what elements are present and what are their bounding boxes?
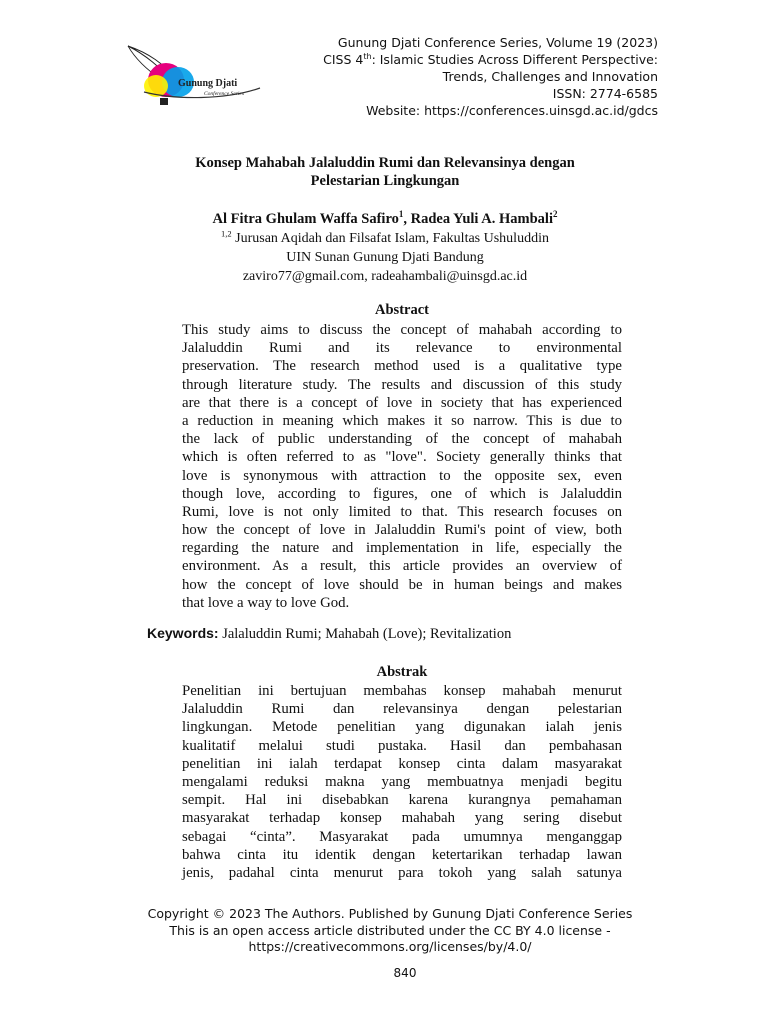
text-line: preservation. The research method used is a qualitative type xyxy=(182,358,622,375)
copyright-footer xyxy=(120,906,660,956)
text-line: masyarakat terhadap konsep mahabah yang sering disebut xyxy=(182,810,622,827)
text-line: through literature study. The results and discussion of this study xyxy=(182,376,622,393)
text-line: love is synonymous with attraction to the opposite sex, even xyxy=(182,467,622,484)
journal-header xyxy=(323,34,658,119)
text-line: jenis, padahal cinta menurut para tokoh yang salah satunya xyxy=(182,864,622,881)
text-line: environment. As a result, this article provides an overview of xyxy=(182,558,622,575)
text-line: Penelitian ini bertujuan membahas konsep mahabah menurut xyxy=(182,683,622,699)
text-line: how the concept of love should be in human beings and makes xyxy=(182,576,622,593)
header-issn: ISSN: 2774-6585 xyxy=(552,86,658,101)
text-line: a reduction in meaning which makes it so narrow. This is due to xyxy=(182,412,622,429)
page-number: 840 xyxy=(393,966,417,980)
text-line: penelitian ini ialah terdapat konsep cinta dalam masyarakat xyxy=(182,755,622,772)
text-line: though love, according to figures, one of which is Jalaluddin xyxy=(182,485,622,502)
keywords xyxy=(147,625,511,643)
header-conference: CISS 4th: Islamic Studies Across Different Perspective: xyxy=(323,51,658,67)
text-line: Jalaluddin Rumi and its relevance to environmental xyxy=(182,340,622,357)
affiliation-block xyxy=(140,229,630,286)
text-line: the lack of public understanding of the concept of mahabah xyxy=(182,431,622,448)
author-1: Al Fitra Ghulam Waffa Safiro xyxy=(212,211,399,227)
author-2: Radea Yuli A. Hambali xyxy=(410,211,553,227)
institution: UIN Sunan Gunung Djati Bandung xyxy=(286,250,484,265)
text-line: lingkungan. Metode penelitian yang digunakan ialah jenis xyxy=(182,719,622,736)
author-emails: zaviro77@gmail.com, radeahambali@uinsgd.ac.id xyxy=(242,269,528,284)
abstract-heading: Abstract xyxy=(375,302,429,318)
text-line: This study aims to discuss the concept of mahabah according to xyxy=(182,322,622,338)
text-line: mengalami reduksi makna yang membuatnya menjadi begitu xyxy=(182,773,622,790)
text-line: that love a way to love God. xyxy=(182,594,350,611)
text-line: are that there is a concept of love in society that has experienced xyxy=(182,394,622,411)
text-line: kualitatif melalui studi pustaka. Hasil dan pembahasan xyxy=(182,737,622,754)
text-line: regarding the nature and implementation in life, especially the xyxy=(182,540,622,557)
keywords-label: Keywords: xyxy=(147,625,219,641)
logo-subtext: Conference Series xyxy=(204,91,244,97)
header-theme: Trends, Challenges and Innovation xyxy=(442,69,658,84)
author-list: Al Fitra Ghulam Waffa Safiro$^1$, Radea Yuli A. Hambali$^2$ xyxy=(212,209,558,227)
keywords-value: Jalaluddin Rumi; Mahabah (Love); Revitalization xyxy=(218,626,512,642)
text-line: which is often referred to as "love". Society generally thinks that xyxy=(182,449,622,466)
paper-title: Konsep Mahabah Jalaluddin Rumi dan Relevansinya dengan Pelestarian Lingkungan xyxy=(195,155,575,189)
text-line: bahwa cinta itu identik dengan ketertarikan terhadap lawan xyxy=(182,846,622,863)
abstrak-text xyxy=(182,682,622,882)
copyright-line: Copyright © 2023 The Authors. Published by Gunung Djati Conference Series xyxy=(147,906,633,921)
affiliation: $^{1,2}$ Jurusan Aqidah dan Filsafat Islam, Fakultas Ushuluddin xyxy=(221,228,549,246)
abstract-text xyxy=(182,321,622,612)
license-url: https://creativecommons.org/licenses/by/4.0/ xyxy=(248,939,532,954)
text-line: sebagai “cinta”. Masyarakat pada umumnya menganggap xyxy=(182,828,622,845)
license-line: This is an open access article distributed under the CC BY 4.0 license - xyxy=(169,922,611,938)
logo-text: Gunung Djati xyxy=(178,78,238,89)
text-line: how the concept of love in Jalaluddin Rumi's point of view, both xyxy=(182,522,622,539)
text-line: Jalaluddin Rumi dan relevansinya dengan pelestarian xyxy=(182,701,622,718)
text-line: sempit. Hal ini disebabkan karena kurangnya pemahaman xyxy=(182,792,622,809)
abstrak-heading: Abstrak xyxy=(376,664,428,680)
header-volume: Gunung Djati Conference Series, Volume 19 (2023) xyxy=(337,35,658,50)
header-website: Website: https://conferences.uinsgd.ac.id/gdcs xyxy=(366,103,658,118)
conference-logo xyxy=(126,42,264,108)
text-line: Rumi, love is not only limited to that. This research focuses on xyxy=(182,503,622,520)
